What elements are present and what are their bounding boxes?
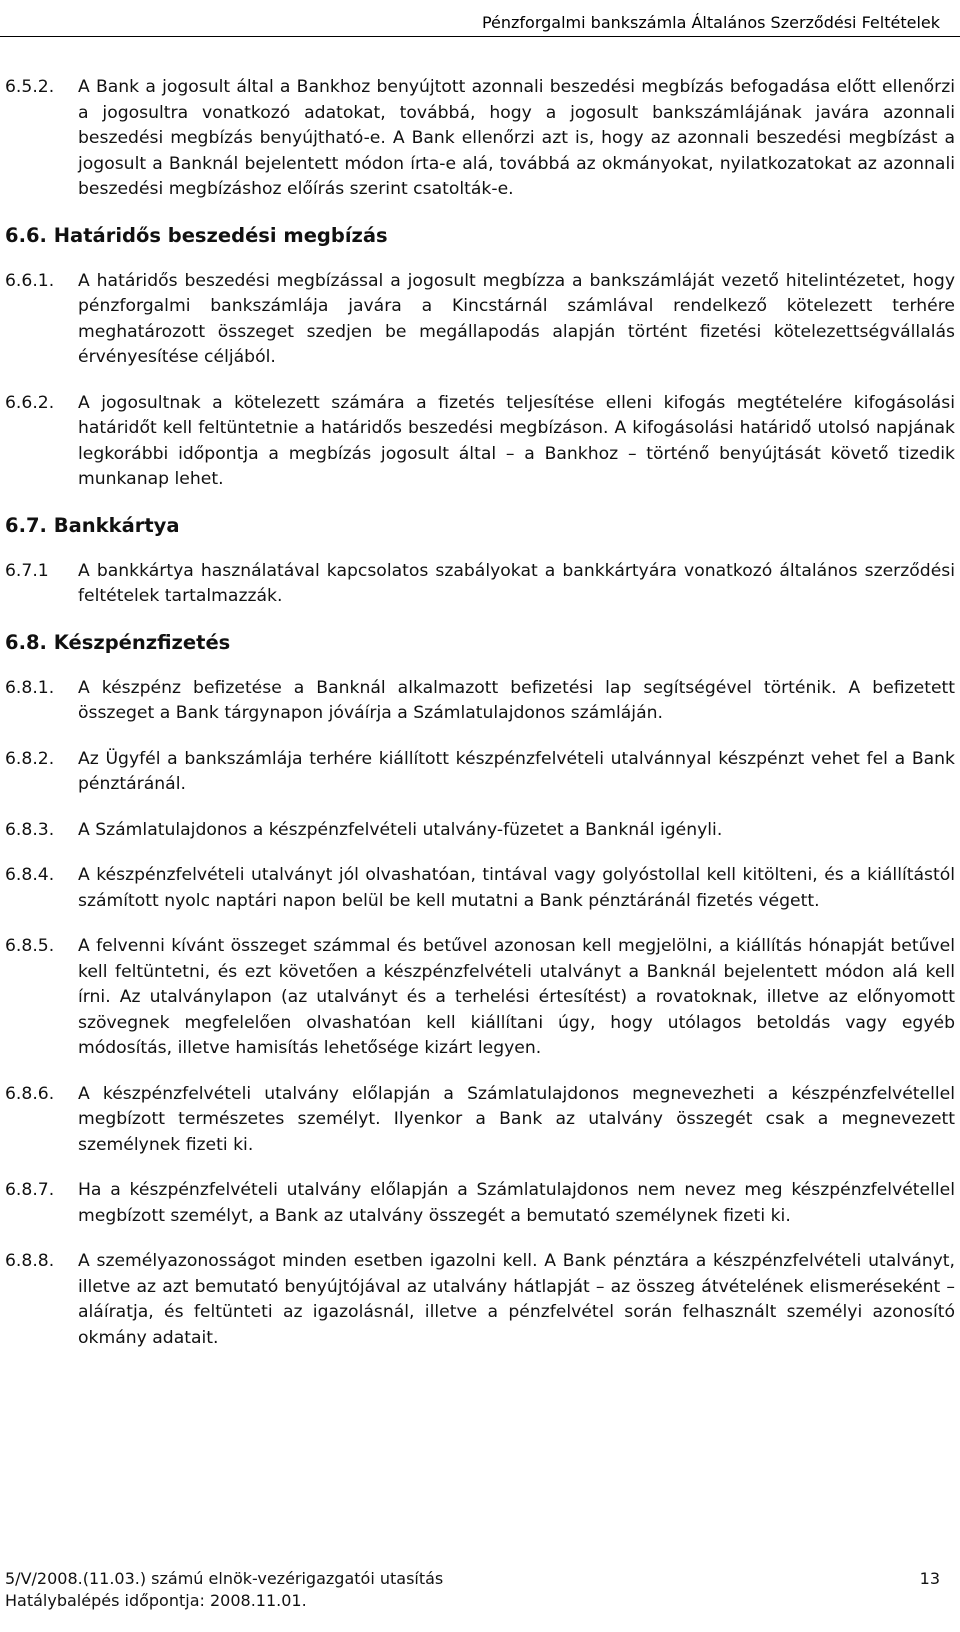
header-rule (0, 36, 960, 37)
paragraph-text: A jogosultnak a kötelezett számára a fizetés teljesítése elleni kifogás megtételére kifogásolási határidőt kell feltüntetnie a határidős beszedési megbízáson. A kifogásolási határidő utolsó napjának legkorábbi időpontja a megbízás jogosult által – a Bankhoz – történő benyújtását követő tizedik munkanap lehet. (78, 392, 955, 489)
paragraph-text: Ha a készpénzfelvételi utalvány előlapján a Számlatulajdonos nem nevez meg készpénzfelvétellel megbízott személyt, a Bank az utalvány összegét a bemutató személynek fizeti ki. (78, 1180, 955, 1226)
paragraph-6-6-1 (5, 269, 955, 371)
paragraph-6-8-8 (5, 1249, 955, 1351)
paragraph-6-8-6 (5, 1082, 955, 1159)
paragraph-text: A felvenni kívánt összeget számmal és betűvel azonosan kell megjelölni, a kiállítás hónapját betűvel kell feltüntetni, és ezt követően a készpénzfelvételi utalványt a Banknál bejelentett módon alá kell írni. Az utalványlapon (az utalványt és a terhelési értesítést) a rovatoknak, illetve az előnyomott szövegnek megfelelően olvashatóan kell kiállítani úgy, hogy utólagos betoldás vagy egyéb módosítás, illetve hamisítás lehetősége kizárt legyen. (78, 936, 955, 1058)
paragraph-6-8-2 (5, 747, 955, 798)
paragraph-text: A határidős beszedési megbízással a jogosult megbízza a bankszámláját vezető hitelintézetet, hogy pénzforgalmi bankszámlája javára a Kincstárnál számlával rendelkező kötelezett terhére meghatározott összeget szedjen be megállapodás alapján történt fizetési kötelezettségvállalás érvényesítése céljából. (78, 270, 955, 367)
paragraph-text: A készpénzfelvételi utalvány előlapján a Számlatulajdonos megnevezheti a készpénzfelvétellel megbízott természetes személyt. Ilyenkor a Bank az utalvány összegét csak a megnevezett személynek fizeti ki. (78, 1083, 955, 1155)
paragraph-number: 6.8.1. (5, 677, 55, 698)
paragraph-text: A készpénzfelvételi utalványt jól olvashatóan, tintával vagy golyóstollal kell kitölteni, és a kiállítástól számított nyolc naptári napon belül be kell mutatni a Bank pénztáránál fizetés végett. (78, 865, 955, 911)
paragraph-text: Az Ügyfél a bankszámlája terhére kiállított készpénzfelvételi utalvánnyal készpénzt vehet fel a Bank pénztáránál. (78, 748, 955, 794)
paragraph-6-8-7 (5, 1178, 955, 1229)
paragraph-number: 6.8.5. (5, 936, 55, 956)
section-heading-6-7: 6.7. Bankkártya (5, 513, 180, 537)
section-heading-6-6: 6.6. Határidős beszedési megbízás (5, 223, 388, 247)
document-body (5, 75, 955, 1371)
paragraph-number: 6.8.3. (5, 819, 55, 840)
paragraph-text: A személyazonosságot minden esetben igazolni kell. A Bank pénztára a készpénzfelvételi utalványt, illetve az azt bemutató benyújtójával az utalvány hátlapját – az összeg átvételének elismeréseként – aláíratja, és feltünteti az igazolásnál, illetve a pénzfelvétel során felhasznált személyi azonosító okmány adatait. (78, 1251, 955, 1348)
paragraph-6-6-2 (5, 391, 955, 493)
section-heading-6-8: 6.8. Készpénzfizetés (5, 630, 231, 654)
paragraph-text: A bankkártya használatával kapcsolatos szabályokat a bankkártyára vonatkozó általános szerződési feltételek tartalmazzák. (78, 560, 955, 606)
paragraph-6-7-1 (5, 559, 955, 610)
footer-regulation: 5/V/2008.(11.03.) számú elnök-vezérigazgatói utasítás (5, 1569, 444, 1588)
paragraph-text: A Bank a jogosult által a Bankhoz benyújtott azonnali beszedési megbízás befogadása előtt ellenőrzi a jogosultra vonatkozó adatokat, továbbá, hogy a jogosult bankszámlájának javára azonnali beszedési megbízás benyújtható-e. A Bank ellenőrzi azt is, hogy az azonnali beszedési megbízást a jogosult a Banknál bejelentett módon írta-e alá, továbbá az okmányokat, nyilatkozatokat az azonnali beszedési megbízáshoz előírás szerint csatolták-e. (78, 77, 955, 199)
running-header: Pénzforgalmi bankszámla Általános Szerződési Feltételek (481, 13, 940, 32)
paragraph-6-8-1 (5, 676, 955, 727)
paragraph-number: 6.8.6. (5, 1083, 55, 1104)
paragraph-number: 6.8.4. (5, 865, 55, 885)
paragraph-number: 6.8.7. (5, 1180, 55, 1200)
paragraph-number: 6.6.1. (5, 270, 55, 291)
paragraph-6-8-3 (5, 818, 955, 844)
paragraph-number: 6.7.1 (5, 560, 49, 581)
footer-info (5, 1568, 443, 1612)
page-number: 13 (919, 1569, 940, 1588)
paragraph-6-5-2 (5, 75, 955, 203)
paragraph-number: 6.8.8. (5, 1251, 55, 1271)
footer-effective-date: Hatálybalépés időpontja: 2008.11.01. (5, 1591, 307, 1610)
paragraph-number: 6.8.2. (5, 748, 55, 769)
paragraph-6-8-4 (5, 863, 955, 914)
paragraph-number: 6.6.2. (5, 392, 55, 413)
paragraph-text: A Számlatulajdonos a készpénzfelvételi utalvány-füzetet a Banknál igényli. (78, 819, 723, 840)
paragraph-text: A készpénz befizetése a Banknál alkalmazott befizetési lap segítségével történik. A befizetett összeget a Bank tárgynapon jóváírja a Számlatulajdonos számláján. (78, 677, 955, 723)
paragraph-number: 6.5.2. (5, 77, 55, 97)
paragraph-6-8-5 (5, 934, 955, 1062)
